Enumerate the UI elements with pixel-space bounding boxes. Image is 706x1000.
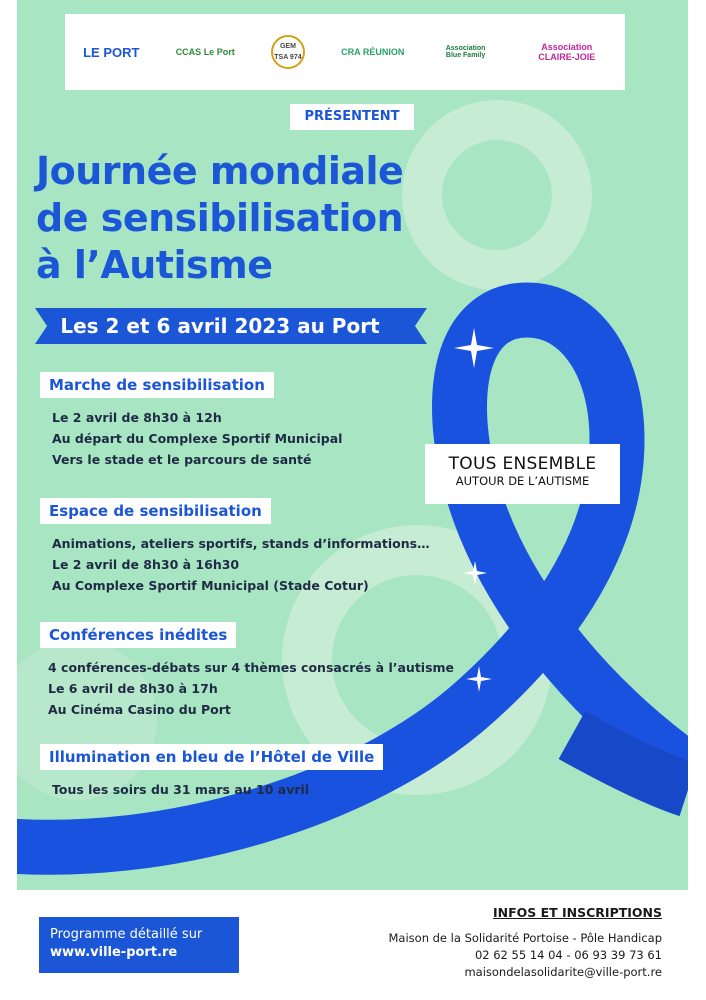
section-line: 4 conférences-débats sur 4 thèmes consacrés à l’autisme [48, 660, 455, 675]
infos-block [389, 905, 663, 981]
gem-logo: GEM TSA 974 [271, 35, 305, 69]
infos-email-link[interactable]: maisondelasolidarite@ville-port.re [464, 965, 662, 979]
section-line: Au Complexe Sportif Municipal (Stade Cotur) [52, 578, 369, 593]
section-heading-espace: Espace de sensibilisation [40, 498, 271, 524]
sparkle-icon [466, 666, 492, 692]
ccas-logo: CCAS Le Port [175, 47, 235, 57]
partner-logos-bar [65, 14, 625, 90]
section-heading-marche: Marche de sensibilisation [40, 372, 274, 398]
claire-joie-logo: Association CLAIRE-JOIE [538, 42, 596, 62]
section-line: Le 2 avril de 8h30 à 12h [52, 410, 222, 425]
section-line: Au Cinéma Casino du Port [48, 702, 231, 717]
program-label: Programme détaillé sur [50, 927, 203, 942]
title-line-3: à l’Autisme [36, 243, 273, 287]
section-line: Tous les soirs du 31 mars au 10 avril [52, 782, 310, 797]
section-heading-conferences: Conférences inédites [40, 622, 236, 648]
title-line-1: Journée mondiale [36, 149, 404, 193]
infos-heading: INFOS ET INSCRIPTIONS [492, 905, 662, 920]
blue-family-logo: Association Blue Family [445, 45, 486, 59]
section-line: Le 6 avril de 8h30 à 17h [48, 681, 218, 696]
sparkle-icon [463, 561, 487, 585]
section-line: Animations, ateliers sportifs, stands d’informations… [52, 536, 430, 551]
title-line-2: de sensibilisation [36, 196, 404, 240]
cra-logo: CRA RÉUNION [341, 47, 405, 57]
program-link-box[interactable] [39, 917, 239, 973]
section-body-espace [52, 533, 430, 596]
section-body-conferences [48, 657, 454, 720]
le-port-logo: LE PORT [83, 44, 140, 60]
infos-phones: 02 62 55 14 04 - 06 93 39 73 61 [474, 948, 662, 962]
tagline-line-2: AUTOUR DE L’AUTISME [455, 474, 590, 488]
section-line: Le 2 avril de 8h30 à 16h30 [52, 557, 240, 572]
program-url-link[interactable]: www.ville-port.re [50, 945, 178, 960]
infos-org: Maison de la Solidarité Portoise - Pôle Handicap [388, 931, 662, 945]
presentent-label: PRÉSENTENT [290, 104, 414, 130]
section-body-illumination [52, 779, 309, 800]
section-line: Vers le stade et le parcours de santé [52, 452, 312, 467]
sparkle-icon [454, 328, 494, 368]
tagline-line-1: TOUS ENSEMBLE [448, 454, 597, 474]
section-line: Au départ du Complexe Sportif Municipal [52, 431, 343, 446]
tagline-box [425, 444, 620, 504]
page-title [36, 148, 536, 289]
section-heading-illumination: Illumination en bleu de l’Hôtel de Ville [40, 744, 383, 770]
section-body-marche [52, 407, 342, 470]
date-banner-text: Les 2 et 6 avril 2023 au Port [60, 314, 380, 338]
